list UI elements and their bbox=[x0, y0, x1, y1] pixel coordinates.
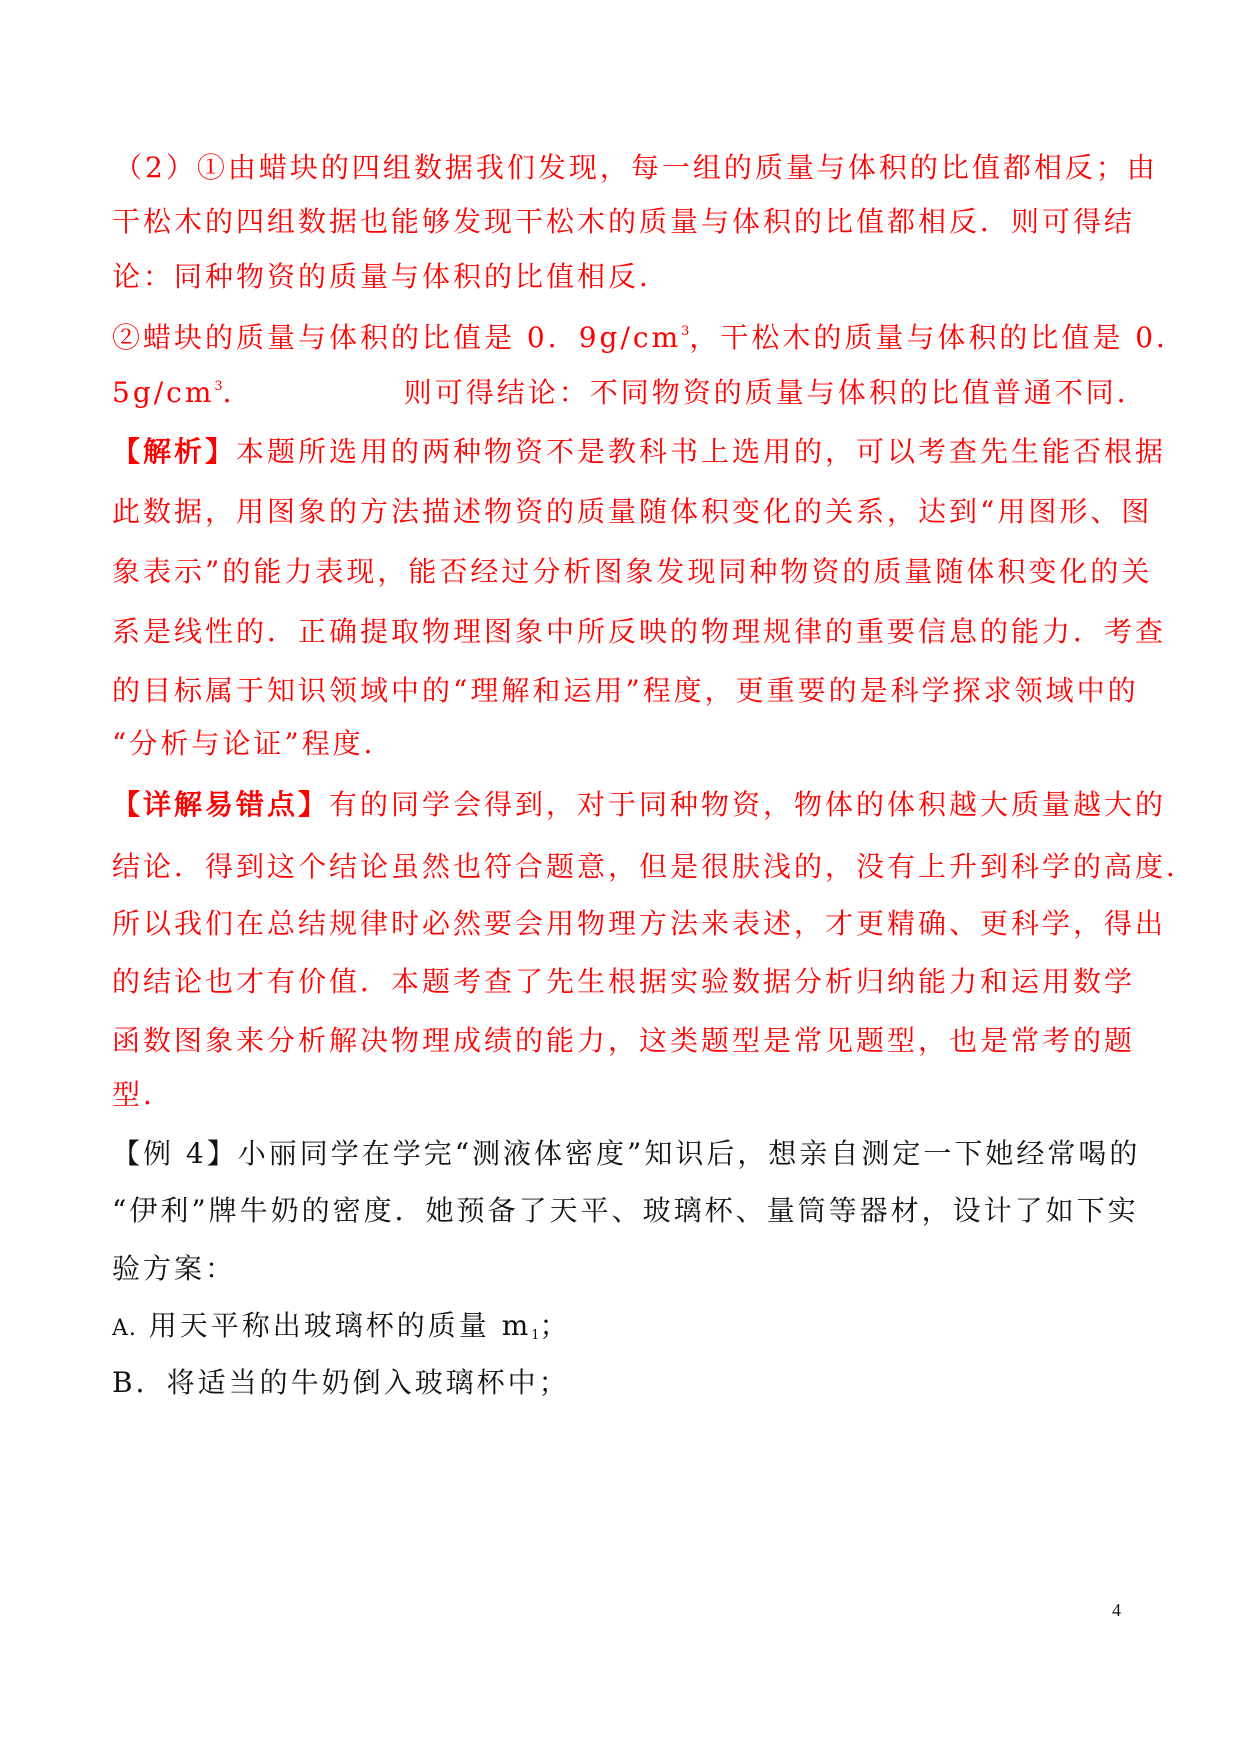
example-line-1: 【例 4】小丽同学在学完“测液体密度”知识后，想亲自测定一下她经常喝的 bbox=[112, 1137, 1141, 1170]
example-line-2: “伊利”牌牛奶的密度．她预备了天平、玻璃杯、量筒等器材，设计了如下实 bbox=[112, 1194, 1139, 1227]
error-line-3: 所以我们在总结规律时必然要会用物理方法来表述，才更精确、更科学，得出 bbox=[112, 907, 1167, 940]
answer-line-2: 干松木的四组数据也能够发现干松木的质量与体积的比值都相反．则可得结 bbox=[112, 205, 1136, 238]
answer-line-5: $5g/cm^3$． 则可得结论：不同物资的质量与体积的比值普通不同． bbox=[112, 376, 1148, 409]
page-number: 4 bbox=[1112, 1600, 1121, 1620]
error-line-4: 的结论也才有价值．本题考查了先生根据实验数据分析归纳能力和运用数学 bbox=[112, 965, 1136, 998]
error-line-2: 结论．得到这个结论虽然也符合题意，但是很肤浅的，没有上升到科学的高度． bbox=[112, 850, 1198, 883]
analysis-line-2: 此数据，用图象的方法描述物资的质量随体积变化的关系，达到“用图形、图 bbox=[112, 495, 1153, 528]
analysis-line-1: 【解析】本题所选用的两种物资不是教科书上选用的，可以考查先生能否根据 bbox=[112, 435, 1167, 468]
answer-line-1: （2）①由蜡块的四组数据我们发现，每一组的质量与体积的比值都相反；由 bbox=[114, 151, 1158, 184]
error-label: 【详解易错点】 bbox=[112, 788, 330, 821]
example-step-b: B．将适当的牛奶倒入玻璃杯中； bbox=[112, 1366, 570, 1399]
error-line-1: 【详解易错点】有的同学会得到，对于同种物资，物体的体积越大质量越大的 bbox=[112, 788, 1167, 821]
answer-line-4: ②蜡块的质量与体积的比值是 0．$9g/cm^3$，干松木的质量与体积的比值是 0． bbox=[112, 321, 1188, 354]
answer-line-3: 论：同种物资的质量与体积的比值相反． bbox=[112, 260, 671, 293]
example-step-a: A. 用天平称出玻璃杯的质量 $m_1$； bbox=[112, 1309, 571, 1343]
analysis-line-4: 系是线性的．正确提取物理图象中所反映的物理规律的重要信息的能力．考查 bbox=[112, 615, 1167, 648]
error-line-5: 函数图象来分析解决物理成绩的能力，这类题型是常见题型，也是常考的题 bbox=[112, 1024, 1136, 1057]
analysis-line-3: 象表示”的能力表现，能否经过分析图象发现同种物资的质量随体积变化的关 bbox=[112, 555, 1153, 588]
error-line-6: 型． bbox=[112, 1078, 175, 1111]
analysis-line-6: “分析与论证”程度． bbox=[112, 727, 395, 760]
analysis-line-5: 的目标属于知识领域中的“理解和运用”程度，更重要的是科学探求领域中的 bbox=[112, 674, 1139, 707]
example-line-3: 验方案： bbox=[112, 1252, 237, 1285]
analysis-label: 【解析】 bbox=[112, 435, 237, 468]
